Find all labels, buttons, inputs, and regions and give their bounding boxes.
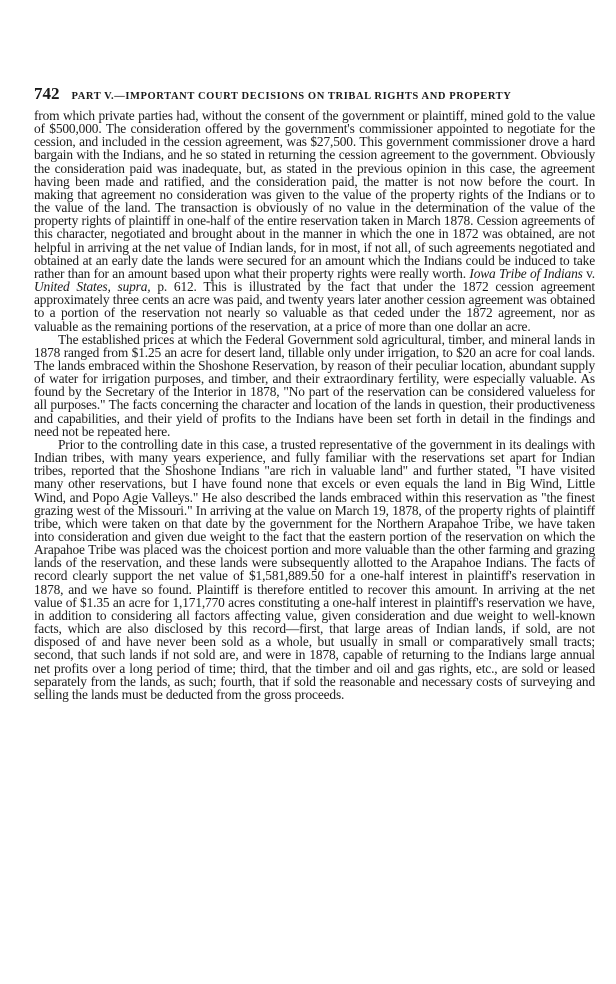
running-title: PART V.—IMPORTANT COURT DECISIONS ON TRIBAL RIGHTS AND PROPERTY <box>71 91 512 102</box>
body-text <box>34 109 595 701</box>
case-name: Iowa Tribe of Indians <box>469 265 583 281</box>
paragraph-3: Prior to the controlling date in this case, a trusted representative of the government in its dealings with Indian tribes, with many years experience, and fully familiar with the reservations set apart for Indian tribes, reported that the Shoshone Indians "are rich in valuable land" and further stated, "I have visited many other reservations, but I have found none that excels or even equals the land in Big Wind, Little Wind, and Popo Agie Valleys." He also described the lands embraced within this reservation as "the finest grazing west of the Missouri." In arriving at the value on March 19, 1878, of the property rights of plaintiff tribe, which were taken on that date by the government for the Northern Arapahoe Tribe, we have taken into consideration and given due weight to the fact that the eastern portion of the reservation on which the Arapahoe Tribe was placed was the choicest portion and more valuable than the other farming and grazing lands of the reservation, and these lands were subsequently allotted to the Arapahoe Indians. The facts of record clearly support the net value of $1,581,889.50 for a one-half interest in plaintiff's reservation in 1878, and we have so found. Plaintiff is therefore entitled to recover this amount. In arriving at the net value of $1.35 an acre for 1,171,770 acres constituting a one-half interest in plaintiff's reservation we have, in addition to considering all factors affecting value, given consideration and due weight to well-known facts, which are also disclosed by this record—first, that large areas of Indian lands, if sold, are not disposed of and have never been sold as a whole, but usually in small or comparatively small tracts; second, that such lands if not sold are, and were in 1878, capable of returning to the Indians large annual net profits over a long period of time; third, that the timber and oil and gas rights, etc., are sold or leased separately from the lands, as such; fourth, that if sold the reasonable and necessary costs of surveying and selling the lands must be deducted from the gross proceeds. <box>34 436 595 702</box>
paragraph-2: The established prices at which the Federal Government sold agricultural, timber, and mineral lands in 1878 ranged from $1.25 an acre for desert land, tillable only under irrigation, to $20 an acre for coal lands. The lands embraced within the Shoshone Reservation, by reason of their peculiar location, abundant supply of water for irrigation purposes, and timber, and their extraordinary fertility, were especially valuable. As found by the Secretary of the Interior in 1878, "No part of the reservation can be considered valueless for all purposes." The facts concerning the character and location of the lands in question, their productiveness and capabilities, and their yield of profits to the Indians have been set forth in detail in the findings and need not be repeated here. <box>34 331 595 439</box>
paragraph-1 <box>34 109 595 333</box>
paragraph-1-text-a: from which private parties had, without the consent of the government or plaintiff, mined gold to the value of $500,000. The consideration offered by the government's commissioner appointed to negotiate for the cession, and included in the cession agreement, was $27,500. This government commissioner drove a hard bargain with the Indians, and he so stated in returning the cession agreement to the government. Obviously the consideration paid was inadequate, but, as stated in the previous opinion in this case, the agreement having been made and ratified, and the consideration paid, the matter is not now before the court. In making that agreement no consideration was given to the value of the property rights of the Indians or to the value of the land. The transaction is obviously of no value in the determination of the value of the property rights of plaintiff in one-half of the entire reservation taken in March 1878. Cession agreements of this character, negotiated and brought about in the manner in which the one in 1872 was obtained, are not helpful in arriving at the net value of Indian lands, for in most, if not all, of such agreements negotiated and obtained at an early date the lands were secured for an amount which the Indians could be induced to take rather than for an amount based upon what their property rights were really worth. <box>34 108 595 281</box>
case-versus: v. <box>582 265 596 281</box>
case-citation: United States, supra, <box>34 279 151 295</box>
paragraph-1-text-b: p. 612. This is illustrated by the fact that under the 1872 cession agreement approximately three cents an acre was paid, and twenty years later another cession agreement was obtained to a portion of the reservation not nearly so valuable as that ceded under the 1872 agreement, nor as valuable as the remaining portions of the reservation, at a price of more than one dollar an acre. <box>34 279 595 334</box>
running-header <box>34 84 594 104</box>
page-number: 742 <box>34 84 60 103</box>
